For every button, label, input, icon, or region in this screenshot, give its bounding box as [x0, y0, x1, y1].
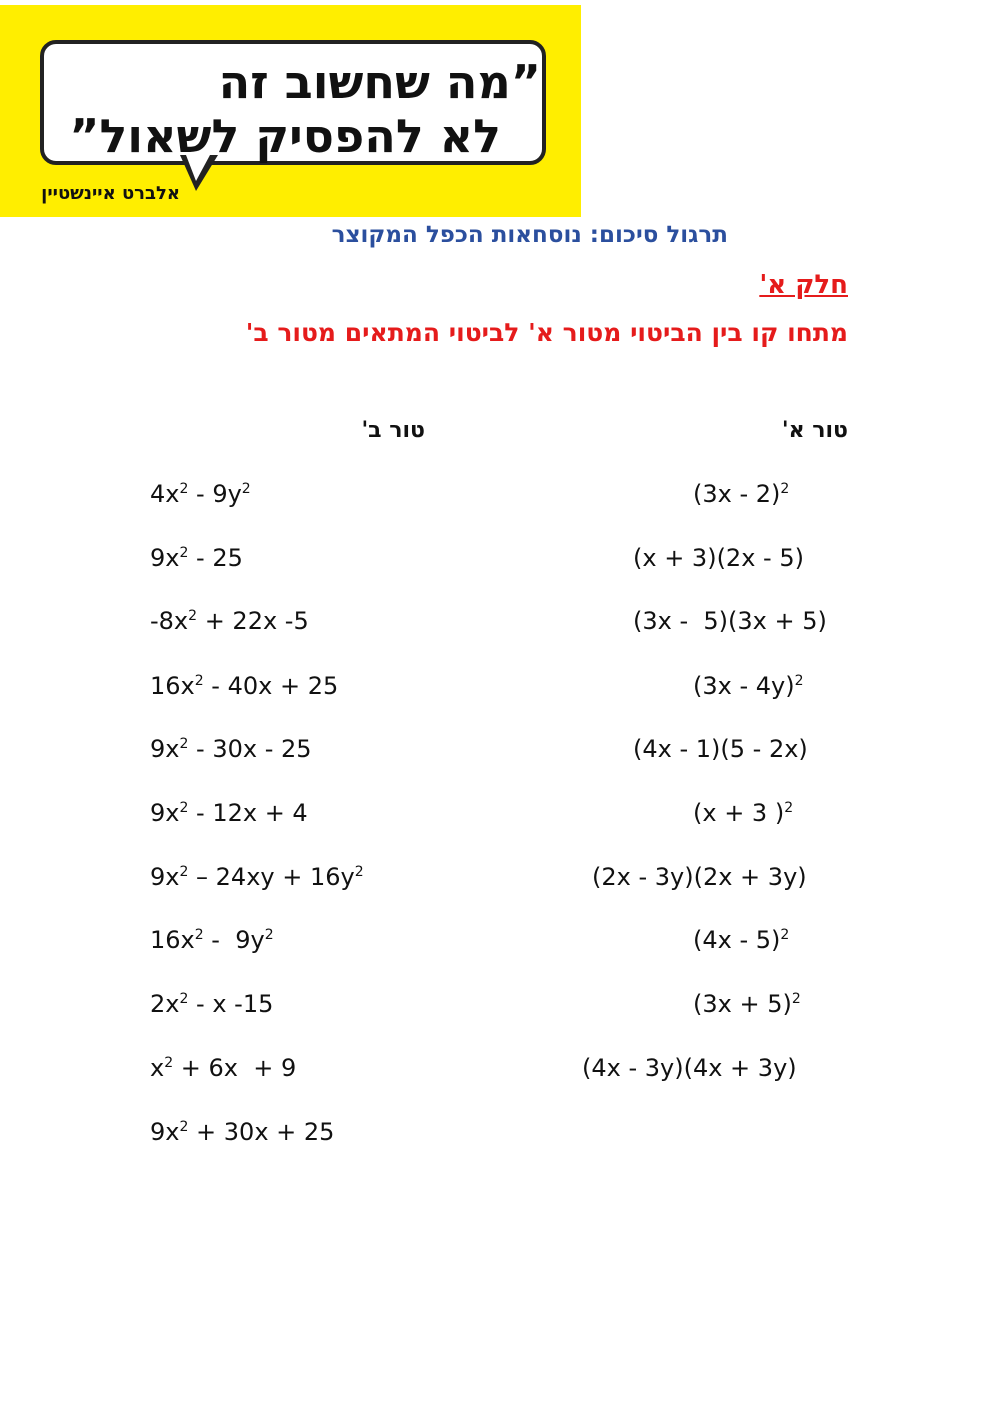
- quote-author: אלברט איינשטיין: [41, 183, 180, 204]
- column-b-item: $x^2 + 6x + 9$: [150, 1054, 297, 1082]
- quote-line-2: לא להפסיק לשאול”: [69, 109, 501, 163]
- worksheet-title: תרגול סיכום: נוסחאות הכפל המקוצר: [331, 222, 728, 248]
- quote-line-1: ”מה שחשוב זה: [218, 55, 541, 109]
- column-a-item: (2x - 3y)(2x + 3y): [592, 863, 807, 891]
- quote-banner: [0, 5, 581, 217]
- column-a-item: (3x - 5)(3x + 5): [633, 607, 827, 635]
- column-a-header: טור א': [781, 418, 848, 443]
- column-b-item: $4x^2 - 9y^2$: [150, 480, 251, 508]
- column-b-item: $9x^2 - 24xy + 16y^2$: [150, 863, 364, 891]
- part-label: חלק א': [759, 270, 848, 300]
- column-b-item: $9x^2 - 25$: [150, 544, 243, 572]
- column-a-item: (3x - 2)$^2$: [693, 480, 790, 508]
- column-a-item: (4x - 3y)(4x + 3y): [582, 1054, 797, 1082]
- column-b-item: $2x^2$ - x -15: [150, 990, 274, 1018]
- column-a-item: (4x - 1)(5 - 2x): [633, 735, 808, 763]
- column-a-item: (x + 3 )$^2$: [693, 799, 794, 827]
- column-b-item: $9x^2 - 12x + 4$: [150, 799, 308, 827]
- column-a-item: $(3x + 5)^2$: [693, 990, 801, 1018]
- column-b-header: טור ב': [361, 418, 425, 443]
- column-b-item: $9x^2 - 30x - 25$: [150, 735, 312, 763]
- column-a-item: (x + 3)(2x - 5): [633, 544, 804, 572]
- column-b-item: $16x^2 - 9y^2$: [150, 926, 274, 954]
- column-b-item: $9x^2 + 30x + 25$: [150, 1118, 335, 1146]
- column-b-item: $16x^2 - 40x + 25$: [150, 672, 339, 700]
- column-b-item: $-8x^2 + 22x$ -5: [150, 607, 309, 635]
- column-a-item: (4x - 5)$^2$: [693, 926, 790, 954]
- column-a-item: (3x - 4y)$^2$: [693, 672, 804, 700]
- instruction-text: מתחו קו בין הביטוי מטור א' לביטוי המתאים מטור ב': [245, 318, 848, 347]
